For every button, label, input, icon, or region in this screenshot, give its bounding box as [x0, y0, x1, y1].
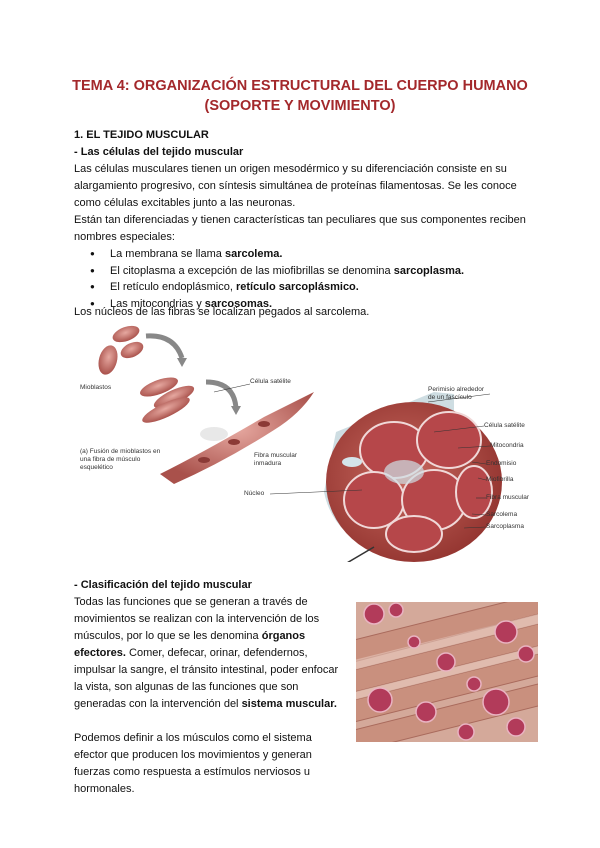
- text-line: movimientos se realizan con la intervención de los: [74, 613, 320, 625]
- section-classification: [74, 577, 364, 798]
- label-mitochondria: Mitocondria: [490, 442, 524, 449]
- section-subheading: - Las células del tejido muscular: [74, 146, 244, 158]
- micrograph-illustration: [356, 602, 538, 742]
- myoblast-cells: [95, 323, 196, 428]
- text-line: efector que producen los movimientos y generan: [74, 749, 312, 761]
- label-nucleus: Núcleo: [244, 490, 265, 497]
- text-line: impulsar la sangre, el tránsito intestinal, poder enfocar: [74, 664, 339, 676]
- muscle-fiber-figure: [74, 322, 544, 562]
- label-immature-fiber: Fibra muscular inmadura: [254, 452, 297, 467]
- text-line: nombres especiales:: [74, 231, 175, 243]
- text-line: como células excitables junto a las neuronas.: [74, 197, 296, 209]
- text-line: hormonales.: [74, 783, 135, 795]
- label-endomysium: Endomisio: [486, 460, 517, 467]
- curved-arrows: [146, 336, 236, 408]
- paragraph-effectors: [74, 594, 364, 713]
- section-heading: 1. EL TEJIDO MUSCULAR: [74, 129, 209, 141]
- paragraph-definition: [74, 730, 364, 798]
- section-heading: - Clasificación del tejido muscular: [74, 579, 252, 591]
- section-muscle-tissue: [74, 127, 534, 312]
- text-line: Todas las funciones que se generan a través de: [74, 596, 308, 608]
- label-sarcoplasm: Sarcoplasma: [486, 523, 524, 530]
- text-line: Las células musculares tienen un origen mesodérmico y su diferenciación consiste en su: [74, 163, 507, 175]
- list-item: ● El citoplasma a excepción de las miofibrillas se denomina sarcoplasma.: [74, 263, 534, 280]
- text-line: fuerzas como respuesta a estímulos nerviosos u: [74, 766, 311, 778]
- text-line: generadas con la intervención del sistema muscular.: [74, 698, 337, 710]
- label-myofibril: Miofibrilla: [486, 476, 514, 483]
- label-perimysium: Perimisio alrededor de un fascículo: [428, 386, 484, 401]
- text-line: alargamiento progresivo, con síntesis simultánea de proteínas filamentosas. Se les conoce: [74, 180, 517, 192]
- components-list: [74, 246, 534, 312]
- text-line: efectores. Comer, defecar, orinar, defendernos,: [74, 647, 308, 659]
- label-sarcolemma: Sarcolema: [486, 511, 518, 518]
- muscle-fiber-illustration: [74, 322, 544, 562]
- text-line: Están tan diferenciadas y tienen características tan peculiares que sus componentes reciben: [74, 214, 526, 226]
- nuclei-note: Los núcleos de las fibras se localizan pegados al sarcolema.: [74, 306, 370, 318]
- paragraph-origin: [74, 161, 534, 212]
- label-satellite-cell: Célula satélite: [250, 378, 291, 385]
- text-line: la vista, son algunas de las funciones que son: [74, 681, 299, 693]
- title-line-1: TEMA 4: ORGANIZACIÓN ESTRUCTURAL DEL CUERPO HUMANO: [72, 78, 528, 94]
- figure-caption: (a) Fusión de mioblastos en una fibra de músculo esquelético: [80, 448, 161, 471]
- title-line-2: (SOPORTE Y MOVIMIENTO): [204, 98, 396, 114]
- muscle-micrograph: [356, 602, 538, 742]
- list-item: ● Las mitocondrias y sarcosomas.: [74, 296, 534, 313]
- text-line: músculos, por lo que se les denomina órganos: [74, 630, 306, 642]
- text-line: Podemos definir a los músculos como el sistema: [74, 732, 312, 744]
- fascicle-cross-section: [318, 392, 502, 562]
- label-muscle-fiber: Fibra muscular: [486, 494, 529, 501]
- label-satellite-cell-right: Célula satélite: [484, 422, 525, 429]
- list-item: ● La membrana se llama sarcolema.: [74, 246, 534, 263]
- label-mioblastos: Mioblastos: [80, 384, 112, 391]
- page-title: [0, 76, 600, 116]
- paragraph-components: [74, 212, 534, 246]
- list-item: ● El retículo endoplásmico, retículo sarcoplásmico.: [74, 279, 534, 296]
